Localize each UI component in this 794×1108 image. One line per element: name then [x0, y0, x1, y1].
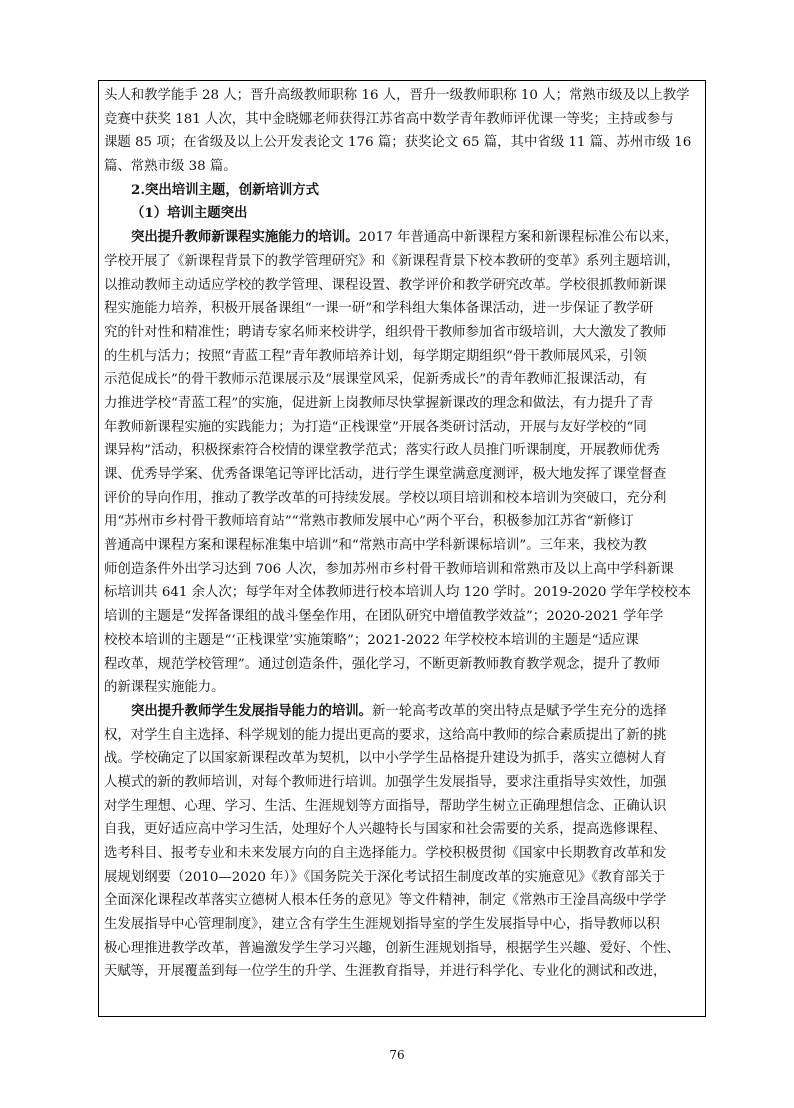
- body-line: 课异构”活动，积极探索符合校情的课堂教学范式；落实行政人员推门听课制度，开展教师优秀: [104, 443, 660, 459]
- body-line: 极心理推进教学改革，普遍激发学生学习兴趣，创新生涯规划指导，根据学生兴趣、爱好、个性、: [104, 940, 680, 956]
- body-line: 以推动教师主动适应学校的教学管理、课程设置、教学评价和教学研究改革。学校很抓教师新课: [104, 277, 667, 293]
- body-line: 培训的主题是“发挥备课组的战斗堡垒作用，在团队研究中增值教学效益”；2020-2021 学年学: [104, 609, 664, 625]
- paragraph-lead: 突出提升教师学生发展指导能力的培训。: [131, 702, 373, 719]
- body-line: 生发展指导中心管理制度》，建立含有学生生涯规划指导室的学生发展指导中心，指导教师以积: [104, 917, 660, 933]
- paragraph-body: [104, 250, 701, 700]
- paragraph-body: [104, 724, 701, 985]
- body-line: 全面深化课程改革落实立德树人根本任务的意见》等文件精神，制定《常熟市王淦昌高级中学学: [104, 893, 667, 909]
- paragraph-first-line: [104, 700, 701, 724]
- body-line: 究的针对性和精准性；聘请专家名师来校讲学，组织骨干教师参加省市级培训，大大激发了教师: [104, 324, 667, 340]
- subsection-heading: （1）培训主题突出: [131, 205, 248, 222]
- body-line: 用“苏州市乡村骨干教师培育站”“常熟市教师发展中心”两个平台，积极参加江苏省“新修订: [104, 514, 634, 530]
- body-line: 示范促成长”的骨干教师示范课展示及“展课堂风采，促新秀成长”的青年教师汇报课活动，有: [104, 372, 647, 388]
- body-line: 的新课程实施能力。: [104, 680, 225, 696]
- section-heading: 2.突出培训主题，创新培训方式: [131, 181, 320, 198]
- body-line: 课题 85 项；在省级及以上公开发表论文 176 篇；获奖论文 65 篇，其中省级 11 篇、苏州市级 16: [104, 135, 692, 151]
- body-line: 标培训共 641 余人次；每学年对全体教师进行校本培训人均 120 学时。2019-2020 学年学校校本: [104, 585, 691, 601]
- body-line: 篇、常熟市级 38 篇。: [104, 159, 237, 175]
- body-line: 程实施能力培养，积极开展备课组“一课一研”和学科组大集体备课活动，进一步保证了教学研: [104, 301, 654, 317]
- paragraph-text: 新一轮高考改革的突出特点是赋予学生充分的选择: [372, 703, 667, 719]
- body-line: 选考科目、报考专业和未来发展方向的自主选择能力。学校积极贯彻《国家中长期教育改革和发: [104, 846, 667, 861]
- body-line: 竞赛中获奖 181 人次，其中金晓娜老师获得江苏省高中数学青年教师评优课一等奖；主持或参与: [104, 111, 674, 127]
- document-body: [104, 84, 701, 984]
- body-line: 评价的导向作用，推动了教学改革的可持续发展。学校以项目培训和校本培训为突破口，充分利: [104, 490, 667, 506]
- paragraph-text: 2017 年普通高中新课程方案和新课程标准公布以来，: [358, 230, 679, 246]
- body-line: 战。学校确定了以国家新课程改革为契机，以中小学学生品格提升建设为抓手，落实立德树人育: [104, 751, 667, 767]
- paragraph-first-line: [104, 226, 701, 250]
- body-line: 头人和教学能手 28 人；晋升高级教师职称 16 人，晋升一级教师职称 10 人；常熟市级及以上教学: [104, 88, 690, 103]
- body-line: 力推进学校“青蓝工程”的实施，促进新上岗教师尽快掌握新课改的理念和做法，有力提升了青: [104, 395, 654, 411]
- body-line: 对学生理想、心理、学习、生活、生涯规划等方面指导，帮助学生树立正确理想信念、正确认识: [104, 798, 667, 814]
- body-line: 年教师新课程实施的实践能力；为打造“正栈课堂”开展各类研讨活动，开展与友好学校的“同: [104, 419, 647, 435]
- body-line: 学校开展了《新课程背景下的教学管理研究》和《新课程背景下校本教研的变革》系列主题培训，: [104, 253, 680, 269]
- page-number: 76: [389, 1048, 405, 1062]
- body-line: 自我，更好适应高中学习生活，处理好个人兴趣特长与国家和社会需要的关系，提高选修课程、: [104, 822, 667, 838]
- body-line: 普通高中课程方案和课程标准集中培训”和“常熟市高中学科新课标培训”。三年来，我校为教: [104, 538, 647, 554]
- body-line: 校校本培训的主题是“‘正栈课堂’实施策略”；2021-2022 年学校校本培训的主题是“适应课: [104, 632, 639, 648]
- body-line: 权，对学生自主选择、科学规划的能力提出更高的要求，这给高中教师的综合素质提出了新的挑: [104, 727, 667, 743]
- body-line: 人模式的新的教师培训，对每个教师进行培训。加强学生发展指导，要求注重指导实效性，加强: [104, 774, 667, 790]
- body-line: 的生机与活力；按照“青蓝工程”青年教师培养计划，每学期定期组织“骨干教师展风采，引领: [104, 348, 647, 364]
- body-line: 课、优秀导学案、优秀备课笔记等评比活动，进行学生课堂满意度测评，极大地发挥了课堂督查: [104, 467, 667, 482]
- paragraph-lead: 突出提升教师新课程实施能力的培训。: [131, 229, 359, 246]
- body-line: 天赋等，开展覆盖到每一位学生的升学、生涯教育指导，并进行科学化、专业化的测试和改进，: [104, 964, 667, 980]
- body-line: 程改革，规范学校管理”。通过创造条件，强化学习，不断更新教师教育教学观念，提升了教师: [104, 656, 660, 672]
- body-line: 师创造条件外出学习达到 706 人次，参加苏州市乡村骨干教师培训和常熟市及以上高中学科新课: [104, 561, 674, 577]
- body-line: 展规划纲要（2010—2020 年）》《国务院关于深化考试招生制度改革的实施意见》《教育部关于: [104, 869, 666, 885]
